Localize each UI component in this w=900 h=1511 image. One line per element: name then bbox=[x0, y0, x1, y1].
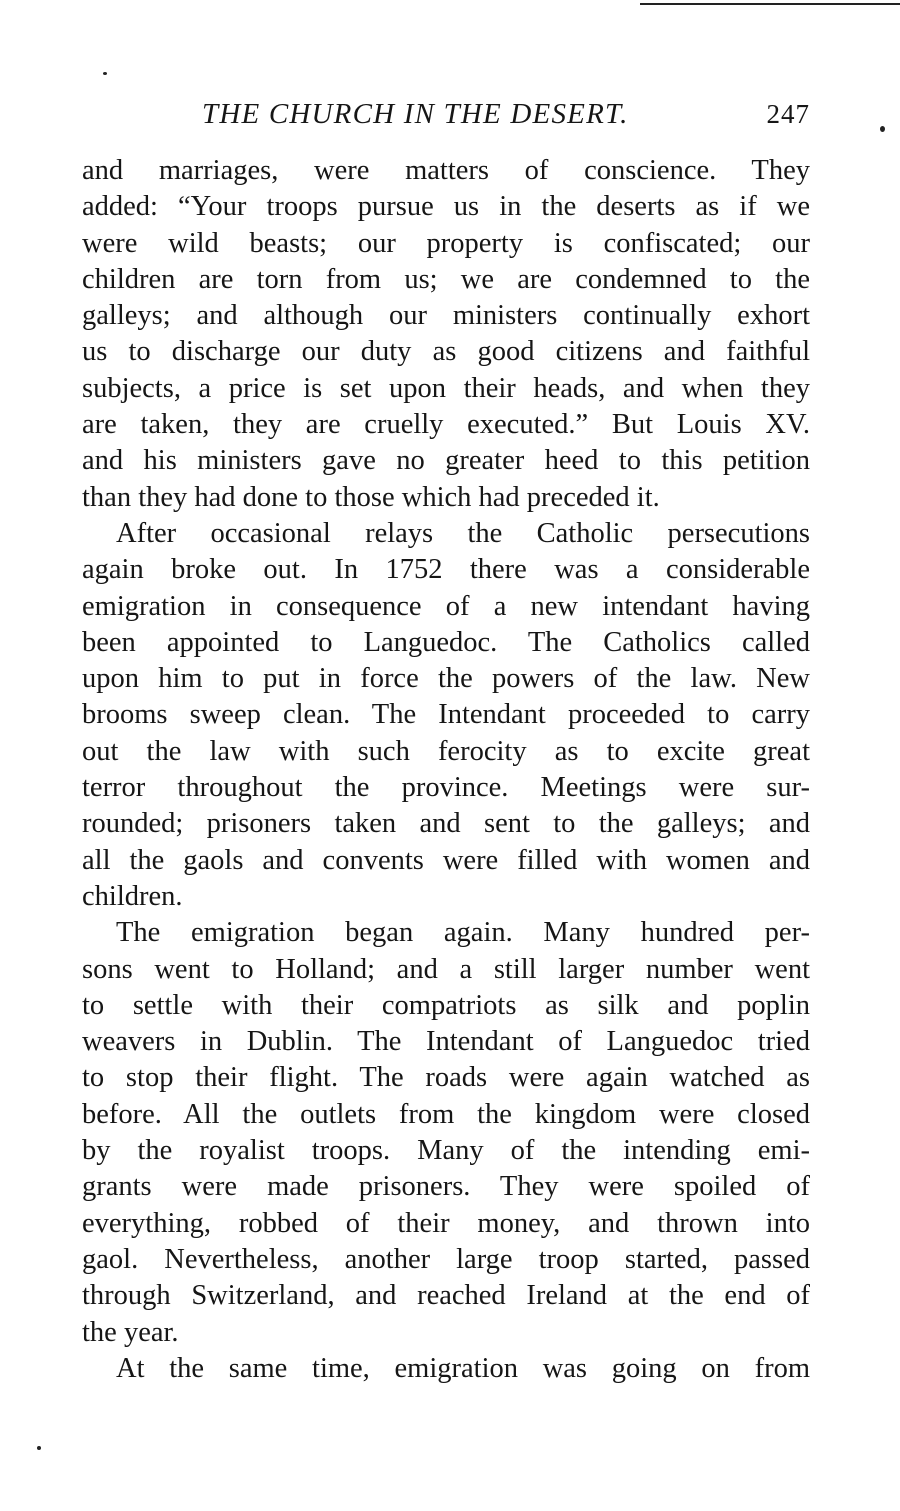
body-text bbox=[82, 153, 810, 1387]
text-line: us to discharge our duty as good citizens and faithful bbox=[82, 336, 810, 368]
text-line: terror throughout the province. Meetings were sur- bbox=[82, 772, 810, 804]
text-line: gaol. Nevertheless, another large troop started, passed bbox=[82, 1243, 810, 1275]
text-line: sons went to Holland; and a still larger number went bbox=[82, 953, 810, 985]
top-edge-rule bbox=[640, 3, 900, 5]
text-line: before. All the outlets from the kingdom were closed bbox=[82, 1098, 810, 1130]
print-speck bbox=[880, 126, 885, 132]
text-line: children. bbox=[82, 880, 183, 912]
text-line: are taken, they are cruelly executed.” But Louis XV. bbox=[82, 409, 810, 441]
text-line: to settle with their compatriots as silk and poplin bbox=[82, 989, 810, 1021]
text-line: and his ministers gave no greater heed to this petition bbox=[82, 445, 810, 477]
text-line: grants were made prisoners. They were spoiled of bbox=[82, 1171, 810, 1203]
text-line: children are torn from us; we are condemned to the bbox=[82, 263, 810, 295]
text-line: been appointed to Languedoc. The Catholics called bbox=[82, 626, 810, 658]
print-speck bbox=[103, 72, 107, 75]
text-line: brooms sweep clean. The Intendant proceeded to carry bbox=[82, 699, 810, 731]
text-line: upon him to put in force the powers of the law. New bbox=[82, 663, 810, 695]
text-line: out the law with such ferocity as to excite great bbox=[82, 735, 810, 767]
print-speck bbox=[37, 1446, 41, 1450]
text-line: than they had done to those which had preceded it. bbox=[82, 481, 660, 513]
page-header bbox=[82, 92, 810, 136]
text-line: weavers in Dublin. The Intendant of Languedoc tried bbox=[82, 1026, 810, 1058]
text-line: to stop their flight. The roads were again watched as bbox=[82, 1062, 810, 1094]
text-line: After occasional relays the Catholic persecutions bbox=[116, 517, 810, 549]
text-line: everything, robbed of their money, and thrown into bbox=[82, 1207, 810, 1239]
text-line: through Switzerland, and reached Ireland at the end of bbox=[82, 1280, 810, 1312]
running-title: THE CHURCH IN THE DESERT. bbox=[202, 98, 629, 130]
text-line: subjects, a price is set upon their heads, and when they bbox=[82, 372, 810, 404]
text-line: by the royalist troops. Many of the intending emi- bbox=[82, 1135, 810, 1167]
page-number: 247 bbox=[766, 99, 810, 129]
text-line: emigration in consequence of a new intendant having bbox=[82, 590, 810, 622]
text-line: added: “Your troops pursue us in the deserts as if we bbox=[82, 191, 810, 223]
text-line: The emigration began again. Many hundred per- bbox=[116, 917, 810, 949]
text-line: rounded; prisoners taken and sent to the galleys; and bbox=[82, 808, 810, 840]
text-line: again broke out. In 1752 there was a considerable bbox=[82, 554, 810, 586]
text-line: were wild beasts; our property is confiscated; our bbox=[82, 227, 810, 259]
text-line: At the same time, emigration was going on from bbox=[116, 1352, 810, 1384]
text-line: the year. bbox=[82, 1316, 179, 1348]
text-line: and marriages, were matters of conscience. They bbox=[82, 155, 810, 186]
text-line: galleys; and although our ministers continually exhort bbox=[82, 300, 810, 332]
text-line: all the gaols and convents were filled with women and bbox=[82, 844, 810, 876]
